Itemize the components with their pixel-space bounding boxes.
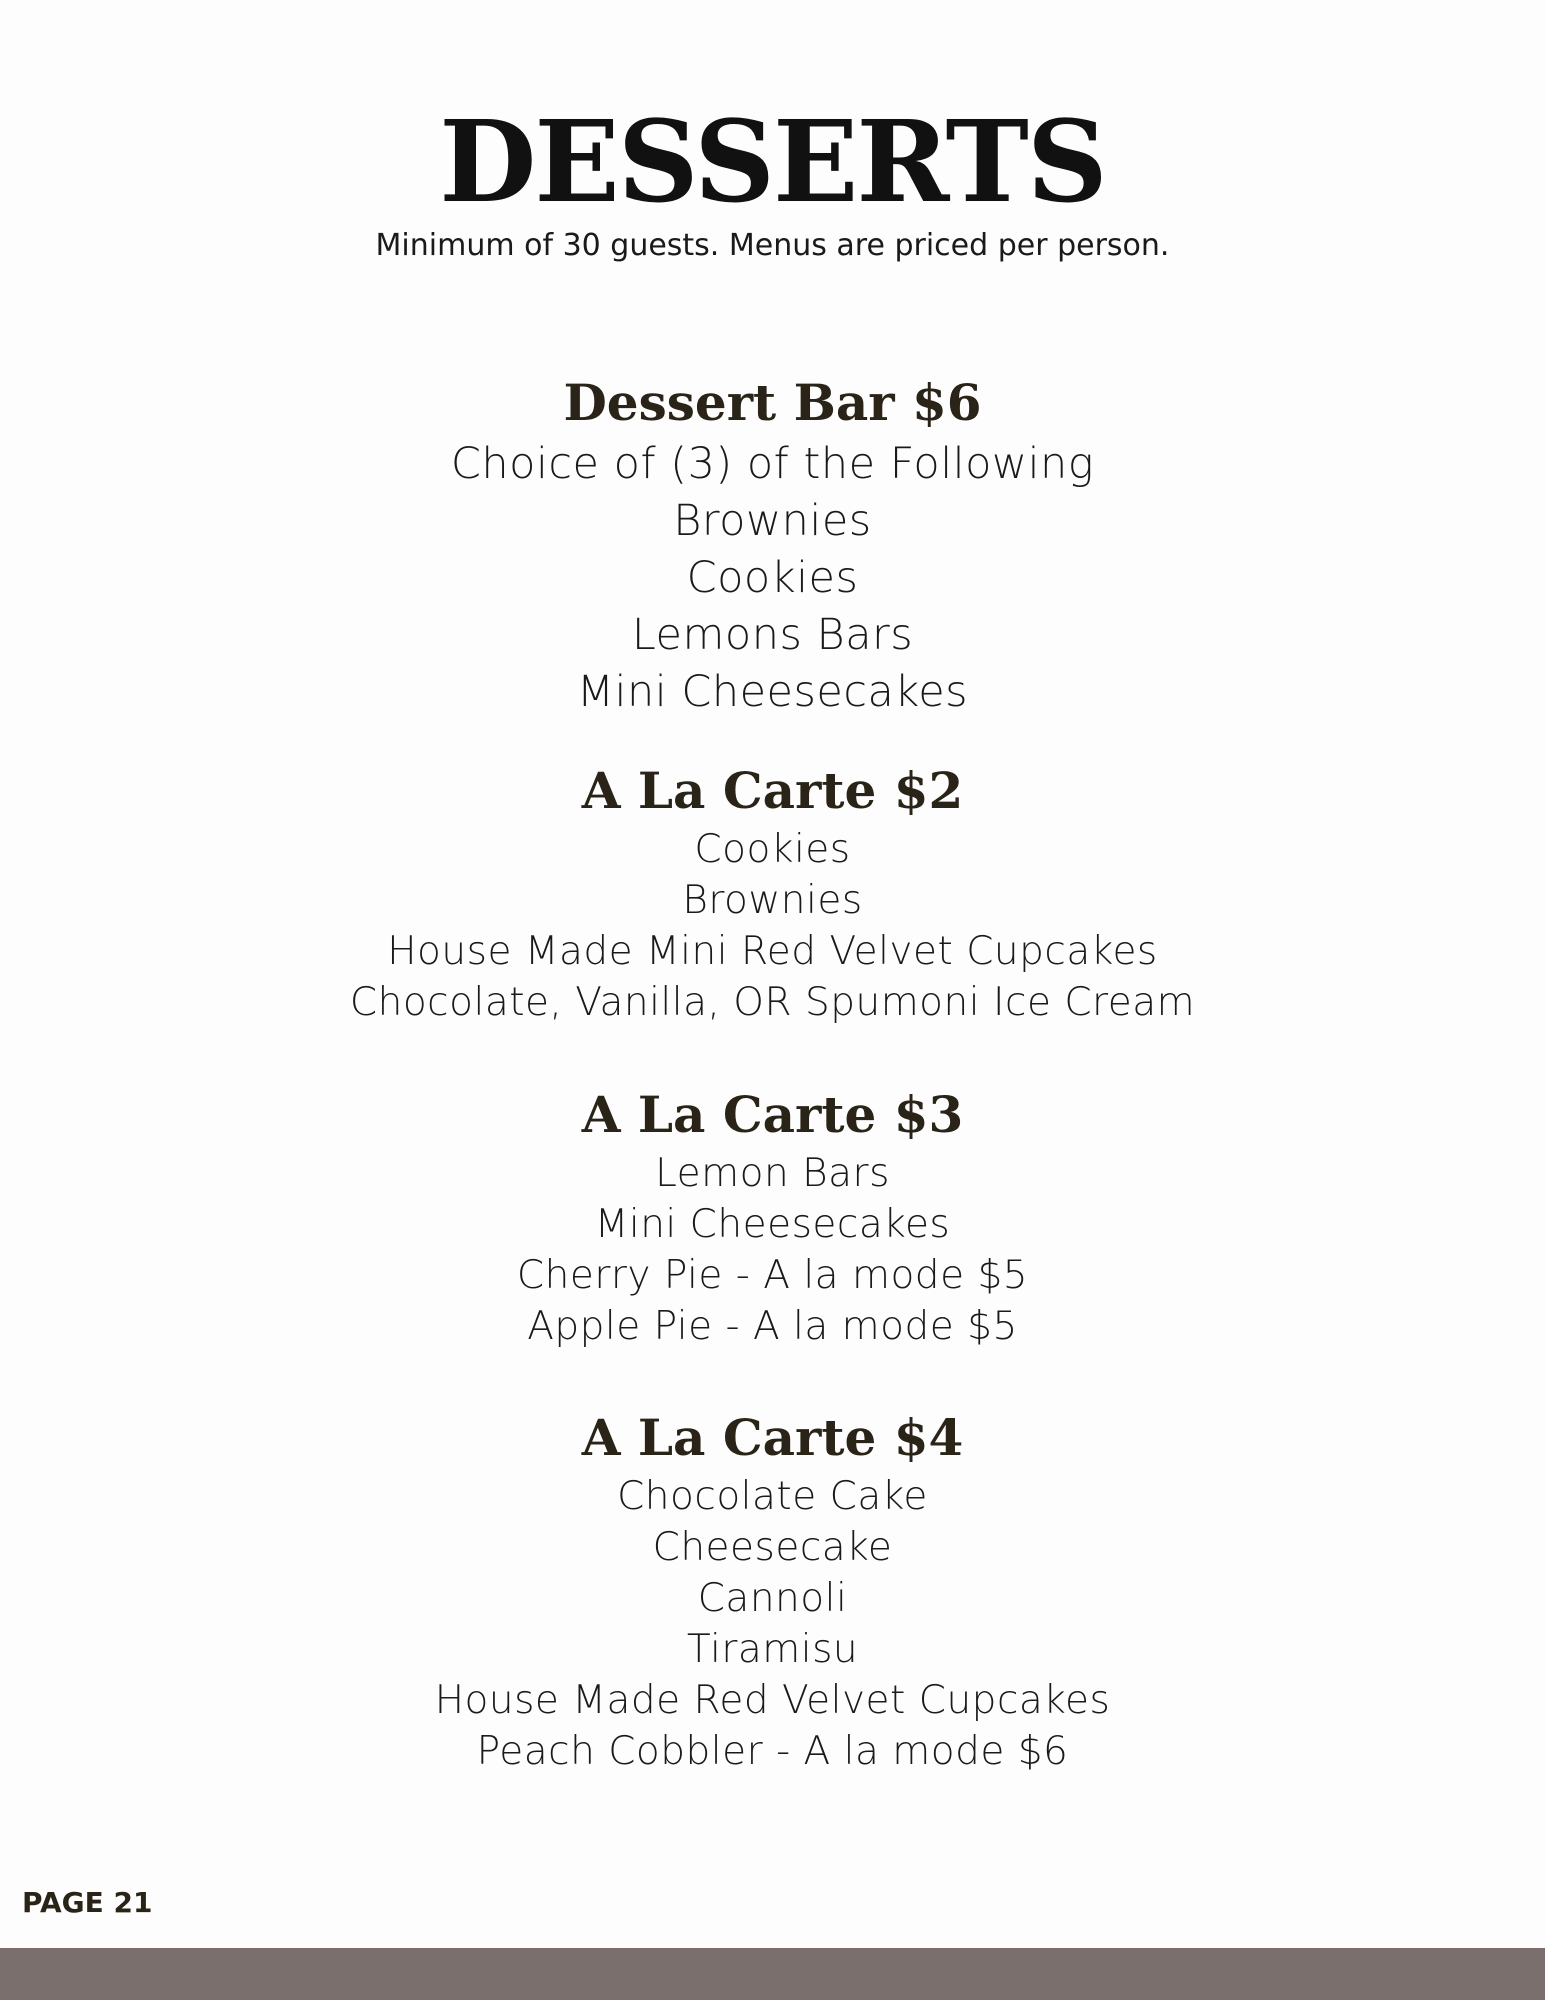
menu-item: Lemons Bars [631,610,914,660]
page-subtitle: Minimum of 30 guests. Menus are priced per person. [375,228,1170,263]
menu-item: Chocolate, Vanilla, OR Spumoni Ice Cream [349,980,1196,1025]
section-heading: Dessert Bar $6 [563,373,982,432]
menu-item: Cannoli [697,1576,848,1621]
menu-item: Cherry Pie - A la mode $5 [516,1253,1029,1298]
menu-item: Chocolate Cake [617,1474,928,1519]
section-dessert-bar [0,370,1545,721]
menu-item: Cookies [694,827,851,872]
page-number: PAGE 21 [22,1886,153,1919]
menu-item: Brownies [673,496,872,546]
menu-item: Apple Pie - A la mode $5 [527,1304,1018,1349]
menu-item: Choice of (3) of the Following [450,439,1095,489]
section-heading: A La Carte $3 [581,1085,964,1144]
menu-item: Cheesecake [652,1525,893,1570]
footer-bar [0,1948,1545,2000]
section-a-la-carte-2 [0,758,1545,1028]
menu-item: Lemon Bars [655,1151,890,1196]
section-heading: A La Carte $4 [581,1408,964,1467]
menu-item: House Made Mini Red Velvet Cupcakes [387,929,1158,974]
section-heading: A La Carte $2 [581,761,964,820]
menu-item: Tiramisu [686,1627,859,1672]
page-title: DESSERTS [439,97,1106,228]
menu-item: Mini Cheesecakes [594,1202,951,1247]
menu-item: House Made Red Velvet Cupcakes [434,1678,1111,1723]
menu-item: Peach Cobbler - A la mode $6 [476,1729,1069,1774]
section-a-la-carte-3 [0,1082,1545,1352]
menu-item: Mini Cheesecakes [576,667,969,717]
section-a-la-carte-4 [0,1405,1545,1777]
menu-item: Cookies [686,553,859,603]
menu-item: Brownies [682,878,863,923]
